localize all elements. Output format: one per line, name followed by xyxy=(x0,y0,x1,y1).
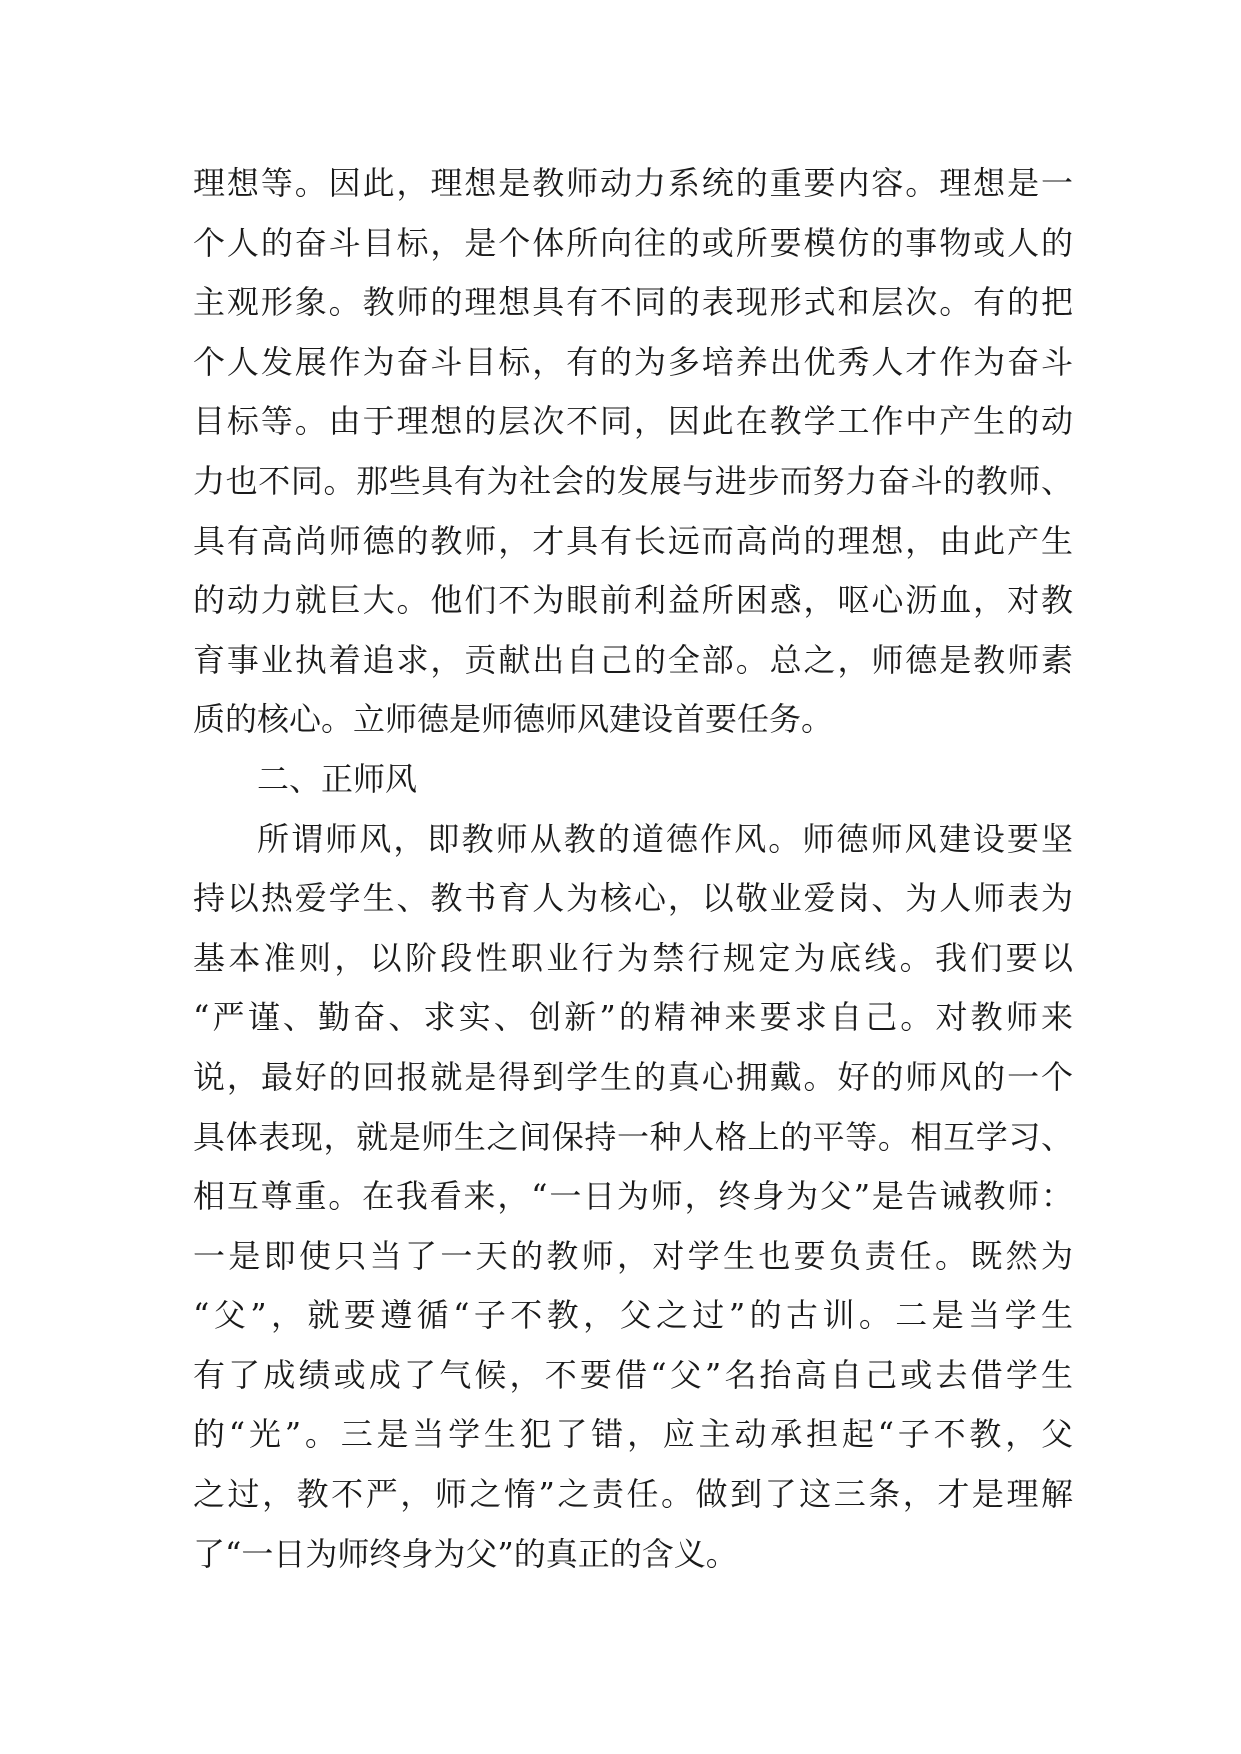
text-line: 的动力就巨大。他们不为眼前利益所困惑，呕心沥血，对教 xyxy=(193,581,1073,620)
document-body xyxy=(193,154,1073,1584)
text-line: 持以热爱学生、教书育人为核心，以敬业爱岗、为人师表为 xyxy=(193,879,1073,918)
text-line: 具有高尚师德的教师，才具有长远而高尚的理想，由此产生 xyxy=(193,521,1073,560)
text-line: 有了成绩或成了气候，不要借“父”名抬高自己或去借学生 xyxy=(193,1355,1073,1394)
text-line: “父”，就要遵循“子不教，父之过”的古训。二是当学生 xyxy=(193,1296,1073,1335)
text-line: 之过，教不严，师之惰”之责任。做到了这三条，才是理解 xyxy=(193,1475,1073,1514)
text-line: 力也不同。那些具有为社会的发展与进步而努力奋斗的教师、 xyxy=(193,461,1073,500)
text-line: 个人的奋斗目标，是个体所向往的或所要模仿的事物或人的 xyxy=(193,223,1073,262)
text-line: 育事业执着追求，贡献出自己的全部。总之，师德是教师素 xyxy=(193,640,1073,679)
text-line: 了“一日为师终身为父”的真正的含义。 xyxy=(193,1534,738,1573)
text-line: 具体表现，就是师生之间保持一种人格上的平等。相互学习、 xyxy=(193,1117,1073,1156)
text-line: 目标等。由于理想的层次不同，因此在教学工作中产生的动 xyxy=(193,402,1073,441)
section-heading: 二、正师风 xyxy=(257,759,418,798)
text-line: 质的核心。立师德是师德师风建设首要任务。 xyxy=(193,700,834,739)
text-line: 一是即使只当了一天的教师，对学生也要负责任。既然为 xyxy=(193,1236,1073,1275)
text-line: 所谓师风，即教师从教的道德作风。师德师风建设要坚 xyxy=(257,819,1073,858)
paragraph-ideals xyxy=(193,154,1073,750)
text-line: 主观形象。教师的理想具有不同的表现形式和层次。有的把 xyxy=(193,283,1073,322)
text-line: 的“光”。三是当学生犯了错，应主动承担起“子不教，父 xyxy=(193,1415,1073,1454)
text-line: “严谨、勤奋、求实、创新”的精神来要求自己。对教师来 xyxy=(193,998,1073,1037)
text-line: 理想等。因此，理想是教师动力系统的重要内容。理想是一 xyxy=(193,164,1073,202)
text-line: 基本准则，以阶段性职业行为禁行规定为底线。我们要以 xyxy=(193,938,1073,977)
text-line: 相互尊重。在我看来，“一日为师，终身为父”是告诫教师： xyxy=(193,1177,1073,1216)
text-line: 说，最好的回报就是得到学生的真心拥戴。好的师风的一个 xyxy=(193,1057,1073,1096)
paragraph-teacher-style xyxy=(193,810,1073,1585)
text-line: 个人发展作为奋斗目标，有的为多培养出优秀人才作为奋斗 xyxy=(193,342,1073,381)
